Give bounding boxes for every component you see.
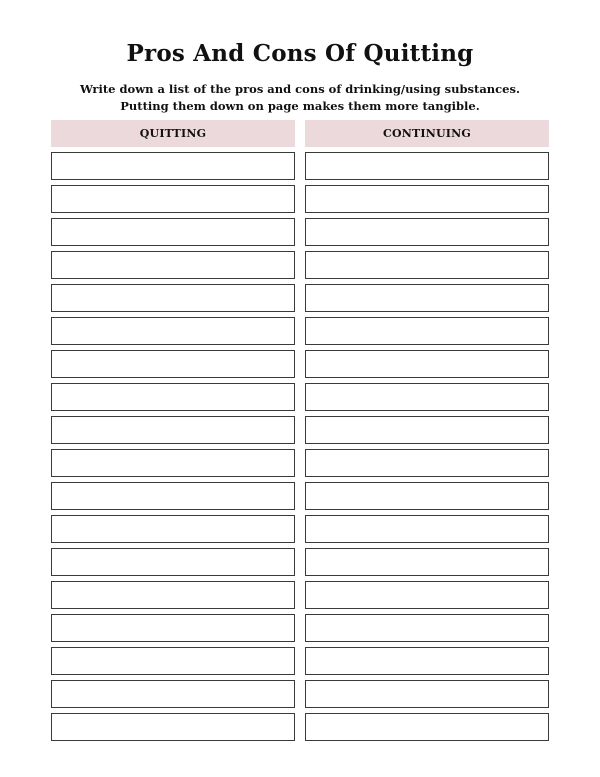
page-title: Pros And Cons Of Quitting	[126, 40, 474, 67]
continuing-entry-field[interactable]	[305, 383, 549, 411]
quitting-column-header: QUITTING	[51, 120, 295, 147]
continuing-column	[305, 152, 549, 746]
quitting-entry-field[interactable]	[51, 350, 295, 378]
continuing-entry-field[interactable]	[305, 218, 549, 246]
continuing-entry-field[interactable]	[305, 581, 549, 609]
quitting-entry-field[interactable]	[51, 383, 295, 411]
continuing-entry-field[interactable]	[305, 317, 549, 345]
continuing-entry-field[interactable]	[305, 713, 549, 741]
instructions-line-2: Putting them down on page makes them more tangible.	[120, 99, 480, 113]
continuing-entry-field[interactable]	[305, 647, 549, 675]
continuing-entry-field[interactable]	[305, 515, 549, 543]
quitting-entry-field[interactable]	[51, 218, 295, 246]
quitting-entry-field[interactable]	[51, 515, 295, 543]
continuing-entry-field[interactable]	[305, 614, 549, 642]
quitting-entry-field[interactable]	[51, 416, 295, 444]
quitting-entry-field[interactable]	[51, 449, 295, 477]
instructions-line-1: Write down a list of the pros and cons of drinking/using substances.	[80, 82, 520, 96]
continuing-column-header: CONTINUING	[305, 120, 549, 147]
continuing-entry-field[interactable]	[305, 680, 549, 708]
quitting-entry-field[interactable]	[51, 185, 295, 213]
quitting-entry-field[interactable]	[51, 680, 295, 708]
quitting-entry-field[interactable]	[51, 581, 295, 609]
quitting-column	[51, 152, 295, 746]
quitting-entry-field[interactable]	[51, 482, 295, 510]
continuing-entry-field[interactable]	[305, 416, 549, 444]
continuing-entry-field[interactable]	[305, 251, 549, 279]
continuing-entry-field[interactable]	[305, 548, 549, 576]
continuing-entry-field[interactable]	[305, 152, 549, 180]
continuing-entry-field[interactable]	[305, 350, 549, 378]
quitting-entry-field[interactable]	[51, 284, 295, 312]
continuing-entry-field[interactable]	[305, 449, 549, 477]
quitting-entry-field[interactable]	[51, 317, 295, 345]
continuing-entry-field[interactable]	[305, 185, 549, 213]
quitting-entry-field[interactable]	[51, 548, 295, 576]
continuing-entry-field[interactable]	[305, 482, 549, 510]
quitting-entry-field[interactable]	[51, 152, 295, 180]
quitting-entry-field[interactable]	[51, 614, 295, 642]
quitting-entry-field[interactable]	[51, 647, 295, 675]
quitting-entry-field[interactable]	[51, 713, 295, 741]
quitting-entry-field[interactable]	[51, 251, 295, 279]
continuing-entry-field[interactable]	[305, 284, 549, 312]
